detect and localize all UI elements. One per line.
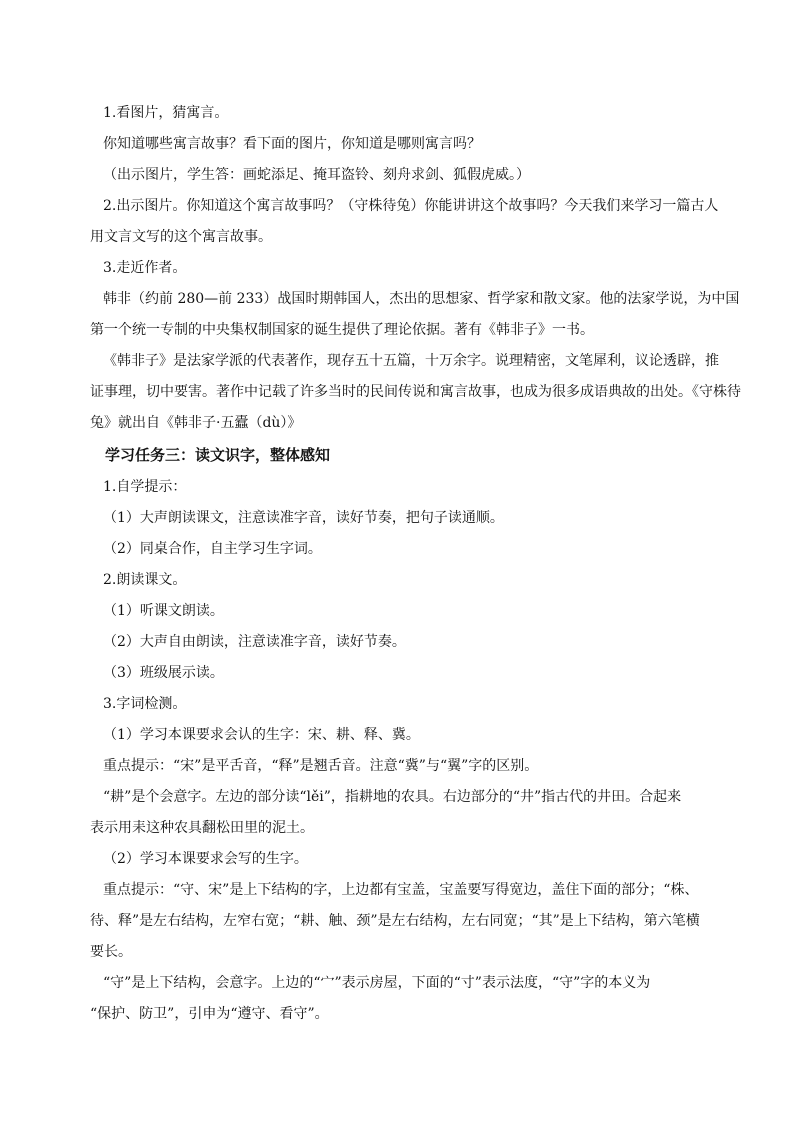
text-line: （2）学习本课要求会写的生字。 bbox=[103, 851, 308, 867]
text-line: 兔》就出自《韩非子·五蠹（dù）》 bbox=[90, 415, 302, 431]
text-line: 1.看图片，猜寓言。 bbox=[103, 105, 229, 121]
text-line: 1.自学提示： bbox=[103, 479, 187, 495]
text-line: “耕”是个会意字。左边的部分读“lěi”，指耕地的农具。右边部分的“井”指古代的井田。合起来 bbox=[103, 789, 682, 805]
text-line: “守”是上下结构，会意字。上边的“宀”表示房屋，下面的“寸”表示法度，“守”字的本义为 bbox=[103, 975, 651, 991]
text-line: （2）同桌合作，自主学习生字词。 bbox=[103, 541, 322, 557]
text-line: “保护、防卫”，引申为“遵守、看守”。 bbox=[90, 1006, 329, 1022]
text-line: 3.走近作者。 bbox=[103, 260, 187, 276]
text-line: （2）大声自由朗读，注意读准字音，读好节奏。 bbox=[103, 634, 406, 650]
text-line: 第一个统一专制的中央集权制国家的诞生提供了理论依据。著有《韩非子》一书。 bbox=[90, 322, 594, 338]
text-line: 2.出示图片。你知道这个寓言故事吗？（守株待兔）你能讲讲这个故事吗？今天我们来学习一篇古人 bbox=[103, 198, 719, 214]
text-line: 待、释”是左右结构，左窄右宽；“耕、触、颈”是左右结构，左右同宽；“其”是上下结构，第六笔横 bbox=[90, 913, 700, 929]
text-line: 表示用耒这种农具翻松田里的泥土。 bbox=[90, 820, 314, 836]
text-line: 韩非（约前 280—前 233）战国时期韩国人，杰出的思想家、哲学家和散文家。他的法家学说，为中国 bbox=[103, 291, 740, 307]
text-line: 《韩非子》是法家学派的代表著作，现存五十五篇，十万余字。说理精密，文笔犀利，议论透辟，推 bbox=[103, 353, 719, 369]
text-line: （1）学习本课要求会认的生字：宋、耕、释、冀。 bbox=[103, 727, 420, 743]
text-line: 用文言文写的这个寓言故事。 bbox=[90, 229, 272, 245]
text-line: 证事理，切中要害。著作中记载了许多当时的民间传说和寓言故事，也成为很多成语典故的出处。《守株待 bbox=[90, 384, 741, 400]
section-heading: 学习任务三：读文识字，整体感知 bbox=[105, 446, 331, 464]
text-line: （3）班级展示读。 bbox=[103, 665, 224, 681]
text-line: 重点提示：“宋”是平舌音，“释”是翘舌音。注意“冀”与“翼”字的区别。 bbox=[103, 758, 539, 774]
text-line: 要长。 bbox=[90, 944, 132, 960]
text-line: 重点提示：“守、宋”是上下结构的字，上边都有宝盖，宝盖要写得宽边，盖住下面的部分；“株、 bbox=[103, 882, 699, 898]
text-line: （出示图片，学生答：画蛇添足、掩耳盗铃、刻舟求剑、狐假虎威。） bbox=[103, 167, 530, 183]
text-line: 你知道哪些寓言故事？看下面的图片，你知道是哪则寓言吗？ bbox=[103, 136, 481, 152]
text-line: （1）大声朗读课文，注意读准字音，读好节奏，把句子读通顺。 bbox=[103, 510, 504, 526]
text-line: 2.朗读课文。 bbox=[103, 572, 187, 588]
text-line: 3.字词检测。 bbox=[103, 696, 187, 712]
text-line: （1）听课文朗读。 bbox=[103, 603, 224, 619]
